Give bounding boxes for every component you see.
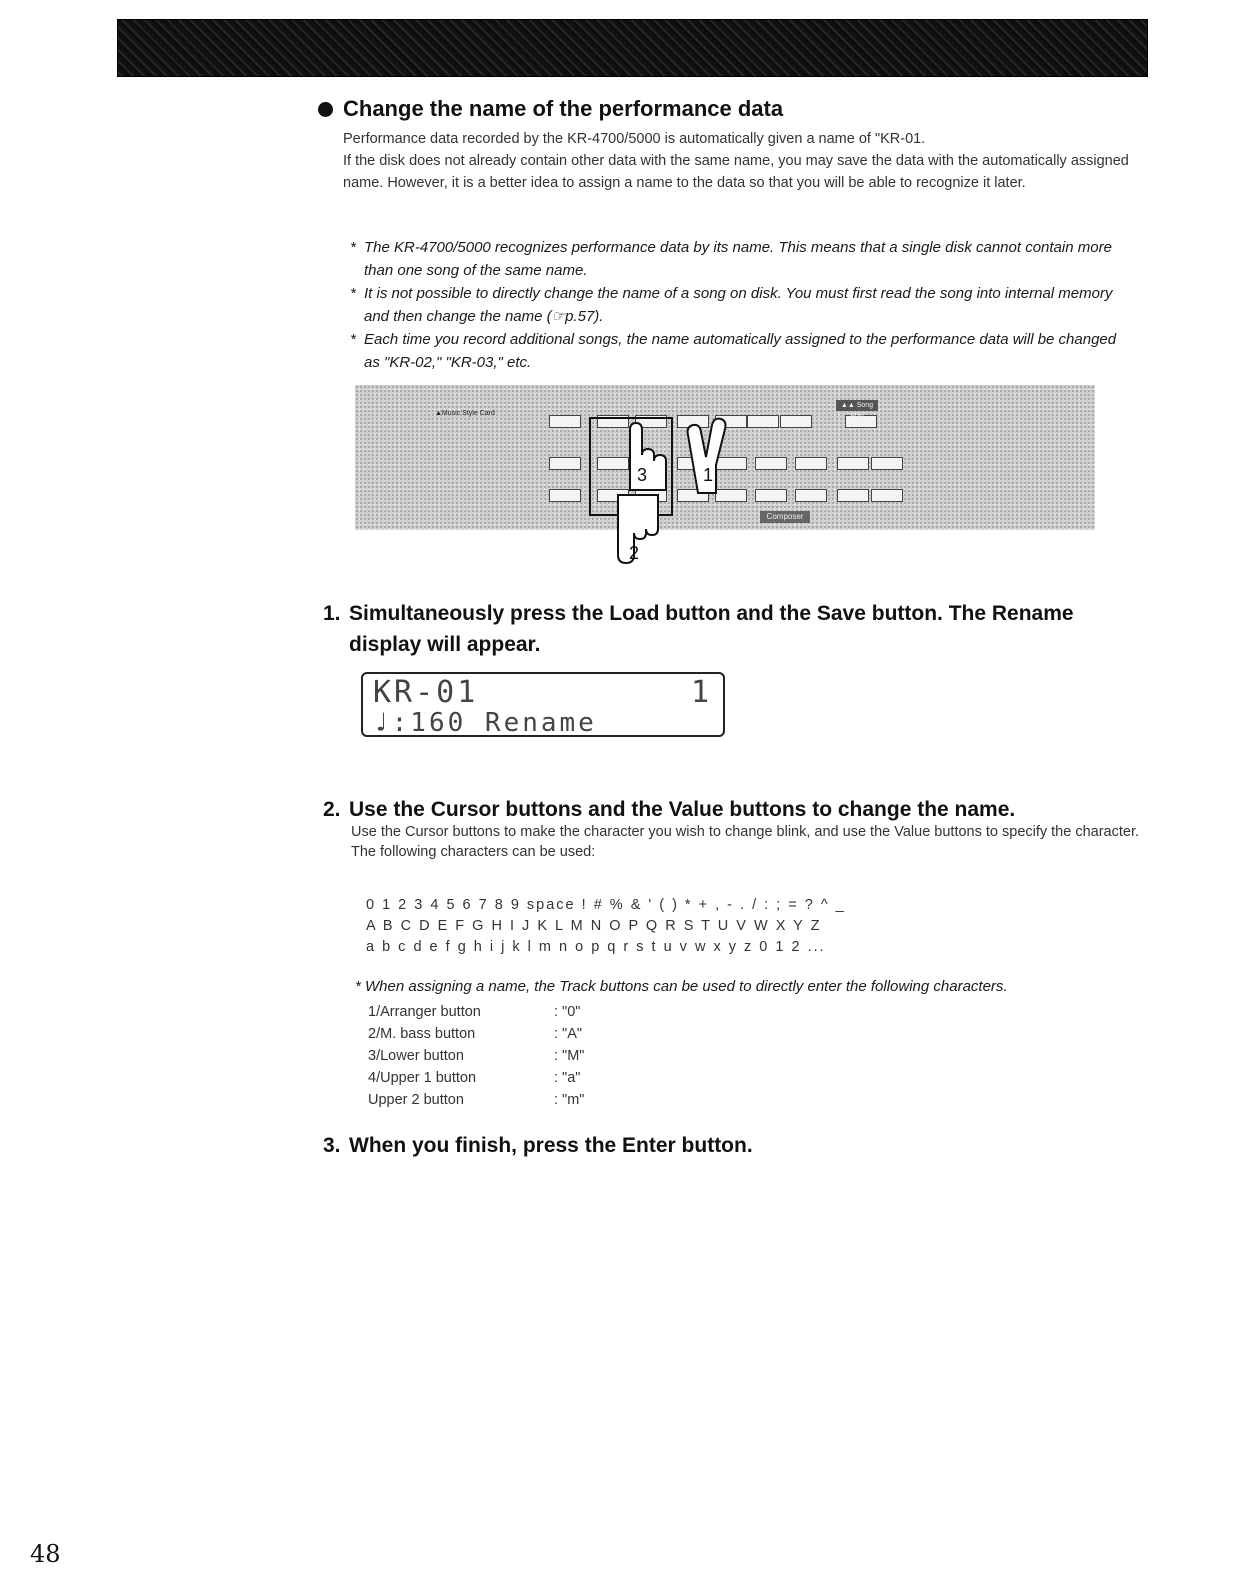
step-1: [323, 598, 1123, 660]
step-number: 2.: [323, 798, 341, 821]
track-button-name: 4/Upper 1 button: [368, 1070, 477, 1086]
bullet-icon: [318, 102, 333, 117]
step-text: Use the Cursor buttons and the Value buttons to change the name.: [349, 798, 1016, 821]
track-button-char: : "0": [554, 1004, 581, 1020]
pressing-hands-illustration: [580, 405, 740, 575]
table-row: [368, 1089, 584, 1111]
track-button-table: [368, 1001, 584, 1111]
track-button-char: : "A": [554, 1026, 583, 1042]
panel-button: [795, 489, 827, 502]
step-2: [323, 794, 1143, 825]
note-item: * Each time you record additional songs, the name automatically assigned to the performance data will be changed as "KR-02," "KR-03," etc.: [350, 328, 1130, 374]
panel-button: [549, 489, 581, 502]
intro-paragraph-2: If the disk does not already contain other data with the same name, you may save the data with the automatically assigned name. However, it is a better idea to assign a name to the data so that you will be able to recognize it later.: [343, 153, 1129, 191]
panel-button: [837, 457, 869, 470]
track-note: * When assigning a name, the Track buttons can be used to directly enter the following characters.: [355, 978, 1008, 995]
table-row: [368, 1023, 584, 1045]
step-number: 1.: [323, 602, 341, 625]
track-button-char: : "a": [554, 1070, 581, 1086]
track-note-text: When assigning a name, the Track buttons can be used to directly enter the following characters.: [365, 978, 1008, 995]
header-bar: [117, 19, 1148, 77]
chars-intro: The following characters can be used:: [351, 844, 596, 860]
panel-button: [755, 457, 787, 470]
step-2-text: Use the Cursor buttons to make the character you wish to change blink, and use the Value buttons to specify the character.: [351, 824, 1140, 840]
panel-button: [747, 415, 779, 428]
intro-paragraph-1: Performance data recorded by the KR-4700/5000 is automatically given a name of "KR-01.: [343, 131, 926, 147]
panel-button: [755, 489, 787, 502]
track-button-name: Upper 2 button: [368, 1092, 464, 1108]
panel-button: [795, 457, 827, 470]
step-number: 3.: [323, 1134, 341, 1157]
track-button-char: : "m": [554, 1092, 585, 1108]
char-row: A B C D E F G H I J K L M N O P Q R S T U V W X Y Z: [366, 918, 822, 934]
callout-2: 2: [628, 543, 640, 563]
notes-list: [350, 236, 1130, 374]
step-text: Simultaneously press the Load button and the Save button. The Rename display will appear.: [349, 602, 1074, 656]
note-item: * It is not possible to directly change the name of a song on disk. You must first read the song into internal memory and then change the name (☞p.57).: [350, 282, 1130, 328]
lcd-display: [361, 672, 725, 737]
step-3: [323, 1130, 1023, 1161]
step-2-body: [351, 822, 1141, 862]
panel-button: [780, 415, 812, 428]
table-row: [368, 1001, 584, 1023]
panel-button: [871, 457, 903, 470]
panel-button: [549, 457, 581, 470]
panel-button: [549, 415, 581, 428]
track-button-char: : "M": [554, 1048, 585, 1064]
section-title: [318, 96, 783, 122]
section-title-text: Change the name of the performance data: [343, 96, 784, 121]
step-text: When you finish, press the Enter button.: [349, 1134, 753, 1157]
track-button-name: 2/M. bass button: [368, 1026, 476, 1042]
lcd-line-1-right: 1: [690, 675, 709, 710]
note-item: * The KR-4700/5000 recognizes performance data by its name. This means that a single disk cannot contain more than one song of the same name.: [350, 236, 1130, 282]
track-button-name: 1/Arranger button: [368, 1004, 481, 1020]
char-row: a b c d e f g h i j k l m n o p q r s t u v w x y z 0 1 2 ...: [366, 939, 826, 955]
callout-1: 1: [702, 465, 714, 485]
composer-label: Composer: [760, 511, 810, 523]
lcd-line-1: KR-01: [373, 675, 479, 710]
intro-text: [343, 128, 1133, 194]
callout-3: 3: [636, 465, 648, 485]
table-row: [368, 1067, 584, 1089]
table-row: [368, 1045, 584, 1067]
panel-button: [871, 489, 903, 502]
page-number: 48: [30, 1540, 61, 1568]
char-row: 0 1 2 3 4 5 6 7 8 9 space ! # % & ' ( ) * + , - . / : ; = ? ^ _: [366, 897, 846, 913]
hand-icon: [630, 423, 666, 490]
lcd-line-2: ♩:160 Rename: [373, 708, 597, 738]
song-play-label: ▲▲ Song Play: [836, 400, 878, 411]
character-set: [366, 895, 846, 958]
panel-button: [837, 489, 869, 502]
music-style-card-label: ▲Music Style Card: [435, 410, 495, 417]
track-button-name: 3/Lower button: [368, 1048, 464, 1064]
